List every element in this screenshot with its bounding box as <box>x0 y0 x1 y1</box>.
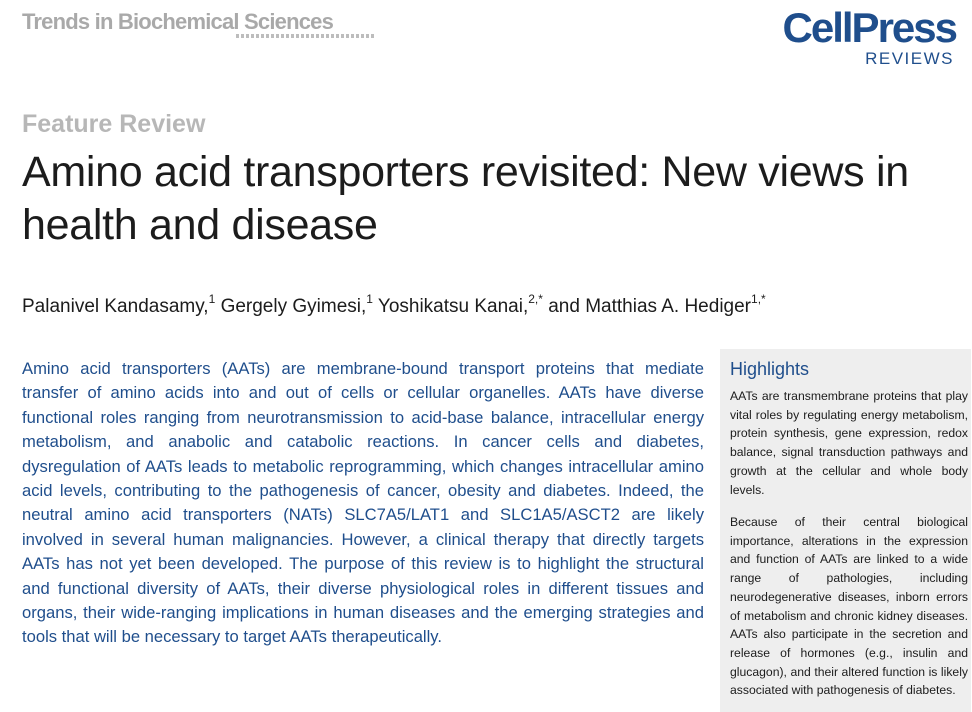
highlights-title: Highlights <box>730 359 810 379</box>
highlight-paragraph: AATs are transmembrane proteins that play vital roles by regulating energy metabolism, protein synthesis, gene expression, redox balance, signal transduction pathways and growth at the cellular and whole body levels. <box>730 389 968 497</box>
journal-name: Trends in Biochemical Sciences <box>22 9 334 34</box>
logo-main-text: CellPress <box>782 4 956 51</box>
author-affiliation: 1 <box>366 292 373 306</box>
author-affiliation: 1 <box>208 292 216 306</box>
author-name: and Matthias A. Hediger <box>548 296 752 317</box>
author-affiliation: 2,* <box>528 292 543 306</box>
logo-sub-text: REVIEWS <box>865 49 954 68</box>
highlights-box <box>720 349 971 712</box>
highlight-paragraph: Because of their central biological importance, alterations in the expression and function of AATs are linked to a wide range of pathologies, including neurodegenerative diseases, inborn errors of metabolism and chronic kidney diseases. AATs also participate in the secretion and release of hormones (e.g., insulin and glucagon), and their altered function is likely associated with pathogenesis of diabetes. <box>730 515 968 698</box>
cellpress-logo <box>783 6 956 68</box>
author-list <box>22 292 766 318</box>
article-title: Amino acid transporters revisited: New views in health and disease <box>22 148 909 249</box>
abstract: Amino acid transporters (AATs) are membrane-bound transport proteins that mediate transfer of amino acids into and out of cells or cellular organelles. AATs have diverse functional roles ranging from neurotransmission to acid-base balance, intracellular energy metabolism, and anabolic and catabolic reactions. In cancer cells and diabetes, dysregulation of AATs leads to metabolic reprogramming, which changes intracellular amino acid levels, contributing to the pathogenesis of cancer, obesity and diabetes. Indeed, the neutral amino acid transporters (NATs) SLC7A5/LAT1 and SLC1A5/ASCT2 are likely involved in several human malignancies. However, a clinical therapy that directly targets AATs has not yet been developed. The purpose of this review is to highlight the structural and functional diversity of AATs, their diverse physiological roles in different tissues and organs, their wide-ranging implications in human diseases and the emerging strategies and tools that will be necessary to target AATs therapeutically. <box>22 359 704 647</box>
author-name: Yoshikatsu Kanai, <box>377 296 529 317</box>
author-affiliation: 1,* <box>751 292 766 306</box>
journal-citation-line <box>236 34 376 38</box>
author-name: Palanivel Kandasamy, <box>22 296 209 317</box>
article-type: Feature Review <box>22 110 206 138</box>
author-name: Gergely Gyimesi, <box>220 296 367 317</box>
